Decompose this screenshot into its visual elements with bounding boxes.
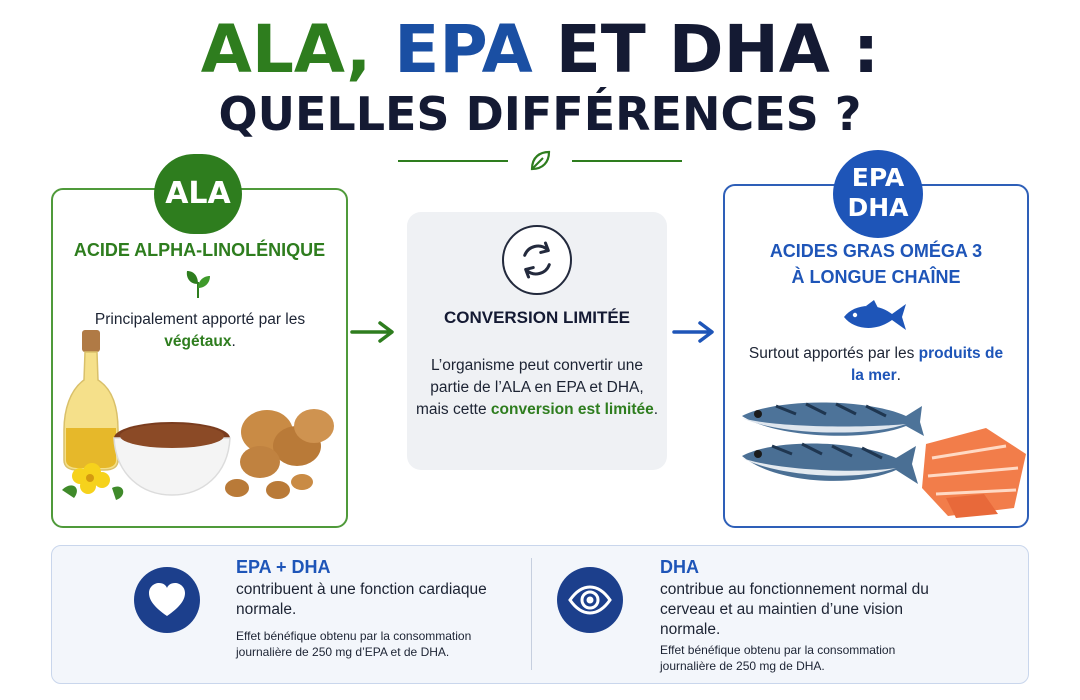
epa-text-suffix: .: [896, 367, 901, 384]
eye-icon-badge: [557, 567, 623, 633]
refresh-cycle-icon: [502, 225, 572, 295]
page-title: [0, 10, 1080, 90]
title-divider: [398, 147, 682, 175]
badge-dha-label: DHA: [847, 193, 909, 222]
benefit-title: DHA: [660, 557, 699, 577]
arrow-right-icon: [670, 320, 718, 344]
conversion-text-suffix: .: [653, 401, 659, 418]
epa-dha-heading: [723, 238, 1029, 290]
ala-text-suffix: .: [231, 333, 236, 350]
conversion-description: [412, 355, 662, 421]
ala-badge: ALA: [154, 154, 242, 234]
plant-icon: [183, 268, 213, 300]
epa-dha-description: [745, 343, 1007, 387]
epa-heading-line1: ACIDES GRAS OMÉGA 3: [769, 241, 983, 261]
epa-heading-line2: À LONGUE CHAÎNE: [791, 267, 961, 287]
benefit-text: contribue au fonctionnement normal du cerveau et au maintien d’une vision normale.: [660, 581, 929, 638]
leaf-icon: [526, 147, 554, 175]
seafood-illustration: [736, 398, 1028, 522]
heart-icon-badge: [134, 567, 200, 633]
badge-epa-label: EPA: [851, 163, 905, 192]
title-rest: ET DHA :: [555, 11, 880, 88]
ala-text-highlight: végétaux: [164, 333, 232, 350]
epa-text-prefix: Surtout apportés par les: [748, 345, 919, 362]
conversion-text: L’organisme peut convertir une partie de l’ALA en EPA et DHA, mais cette: [415, 357, 644, 418]
conversion-text-highlight: conversion est limitée: [490, 401, 654, 418]
fish-icon: [840, 300, 910, 334]
epa-text-highlight: produits de la mer: [851, 345, 1004, 384]
plant-foods-illustration: [52, 330, 344, 526]
benefit-text: contribuent à une fonction cardiaque normale.: [236, 581, 487, 618]
health-claims-divider: [531, 558, 532, 670]
page-subtitle: QUELLES DIFFÉRENCES ?: [218, 87, 862, 141]
arrow-right-icon: [350, 320, 398, 344]
benefit-note: Effet bénéfique obtenu par la consommation journalière de 250 mg d’EPA et de DHA.: [236, 629, 472, 659]
ala-heading: ACIDE ALPHA-LINOLÉNIQUE: [73, 240, 326, 260]
ala-text-prefix: Principalement apporté par les: [94, 311, 306, 328]
eye-icon: [557, 567, 623, 633]
benefit-title: EPA + DHA: [236, 557, 331, 577]
title-ala: ALA,: [200, 11, 372, 88]
title-epa: EPA: [394, 11, 533, 88]
heart-icon: [134, 567, 200, 633]
epa-dha-badge: [833, 150, 923, 238]
benefit-note: Effet bénéfique obtenu par la consommation journalière de 250 mg de DHA.: [660, 643, 896, 673]
conversion-title: CONVERSION LIMITÉE: [443, 308, 631, 327]
